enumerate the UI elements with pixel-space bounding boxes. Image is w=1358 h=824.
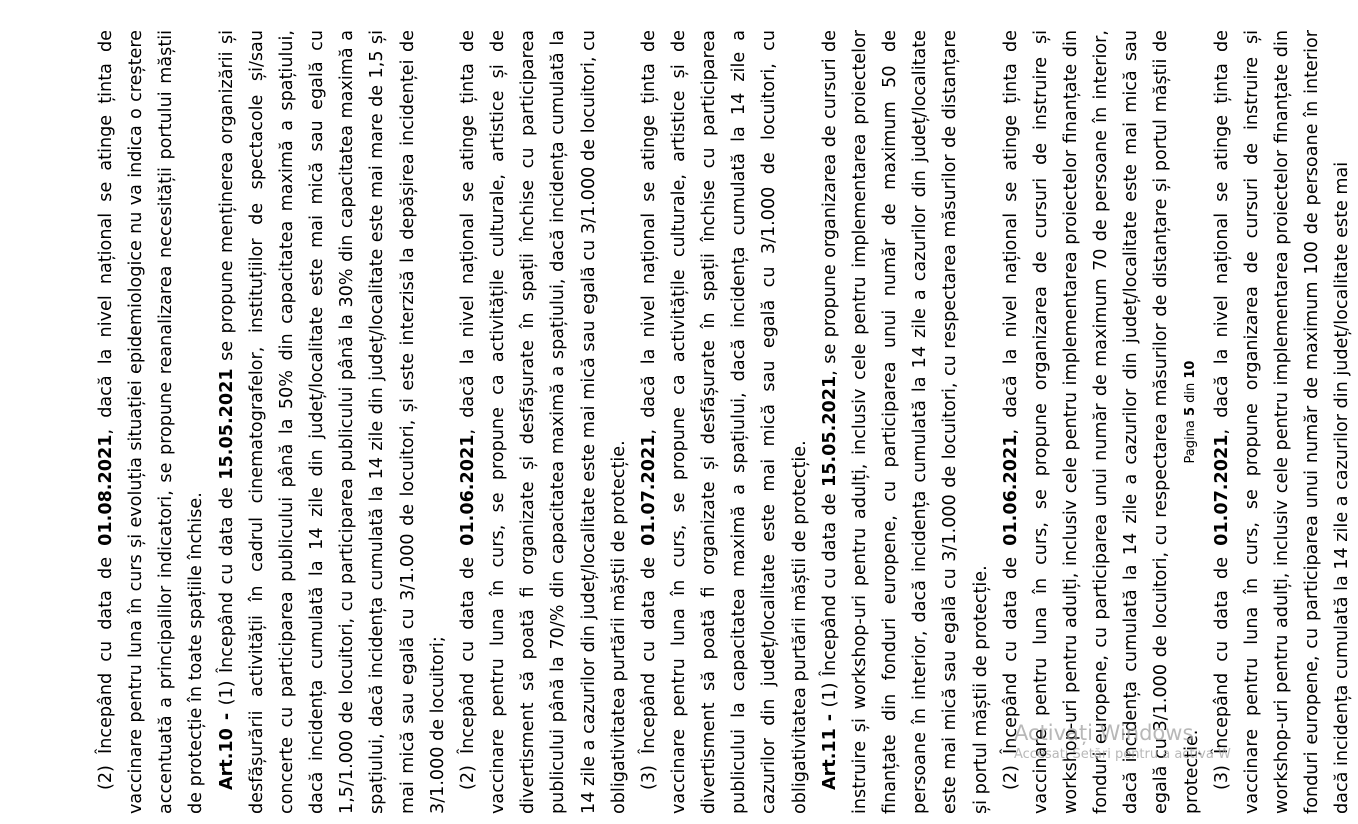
page-number-footer (1182, 0, 1200, 824)
paragraph-text: (3) Începând cu data de (638, 545, 659, 790)
date-highlight: 15.05.2021 (216, 368, 237, 480)
article-heading: Art.11 - (819, 713, 840, 790)
paragraph-text: (2) Începând cu data de (96, 545, 116, 790)
current-page-number: 5 (1183, 407, 1198, 417)
paragraph-text: (1) Începând cu data de (819, 487, 840, 714)
date-highlight: 01.06.2021 (1000, 434, 1021, 546)
of-word: din (1183, 382, 1198, 403)
document-body (91, 30, 1358, 814)
watermark-title: Activați Windows (1014, 721, 1194, 745)
watermark-subtitle: Accesați Setări pentru a activa W (1014, 747, 1231, 762)
total-pages-number: 10 (1183, 360, 1198, 379)
article-heading: Art.10 - (216, 712, 237, 790)
date-highlight: 01.08.2021 (96, 434, 116, 546)
page-word: Pagina (1183, 420, 1198, 464)
paragraph-text: , dacă la nivel național se atinge ținta de vaccinare pentru luna în curs, se propune ca activitățile culturale, artistice și de divertisment să poată fi organizate și desfășurate în spații închise cu participarea publicului până la 70/% din capacitatea maximă a spațiului, dacă incidența cumulată la 14 zile a cazurilor din județ/localitate este mai mică sau egală cu 3/1.000 de locuitori, cu obligativitatea purtării măștii de protecție. (457, 30, 629, 814)
paragraph-art11-3 (1207, 30, 1358, 814)
paragraph-text: (2) Începând cu data de (457, 545, 478, 790)
paragraph-art9-2 (91, 30, 212, 814)
paragraph-text: , se propune organizarea de cursuri de instruire și workshop-uri pentru adulți, inclusiv cele pentru implementarea proiectelor finanțate din fonduri europene, cu participarea unui număr de maximum 50 de persoane în interior, dacă incidența cumulată la 14 zile a cazurilor din județ/localitate este mai mică sau egală cu 3/1.000 de locuitori, cu respectarea măsurilor de distanțare și portul măștii de protecție. (819, 30, 991, 814)
paragraph-text: se propune menținerea organizării și desfășurării activității în cadrul cinematografelor, instituțiilor de spectacole și/sau concerte cu participarea publicului până la 50% din capacitatea maximă a spațiului, dacă incidența cumulată la 14 zile din județ/localitate este mai mică sau egală cu 1,5/1.000 de locuitori, cu participarea publicului până la 30% din capacitatea maximă a spațiului, dacă incidența cumulată la 14 zile din județ/localitate este mai mare de 1,5 și mai mică sau egală cu 3/1.000 de locuitori, și este interzisă la depășirea incidenței de 3/1.000 de locuitori; (216, 30, 448, 814)
paragraph-art11-1 (815, 30, 996, 814)
paragraph-art11-2 (996, 30, 1207, 814)
paragraph-text: , dacă la nivel național se atinge ținta de vaccinare pentru luna în curs, se propune organizarea de cursuri de instruire și workshop-uri pentru adulți, inclusiv cele pentru implementarea proiectelor finanțate din fonduri europene, cu participarea unui număr de maximum 70 de persoane în interior, dacă incidența cumulată la 14 zile a cazurilor din județ/localitate este mai mică sau egală cu 3/1.000 de locuitori, cu respectarea măsurilor de distanțare și portul măștii de protecție. (1000, 30, 1202, 814)
paragraph-text: , dacă la nivel național se atinge ținta de vaccinare pentru luna în curs și evoluția situației epidemiologice nu va indica o creștere accentuată a principalilor indicatori, se propune reanalizarea necesității portului măștii de protecție în toate spațiile închise. (96, 30, 207, 814)
date-highlight: 15.05.2021 (819, 375, 840, 488)
paragraph-text: , dacă la nivel național se atinge ținta de vaccinare pentru luna în curs, se propune ca activitățile culturale, artistice și de divertisment să poată fi organizate și desfășurate în spații închise cu participarea publicului la capacitatea maximă a spațiului, dacă incidența cumulată la 14 zile a cazurilor din județ/localitate este mai mică sau egală cu 3/1.000 de locuitori, cu obligativitatea purtării măștii de protecție. (638, 30, 810, 814)
date-highlight: 01.06.2021 (457, 434, 478, 546)
paragraph-art10-1 (212, 30, 453, 814)
date-highlight: 01.07.2021 (638, 434, 659, 546)
date-highlight: 01.07.2021 (1211, 434, 1232, 546)
paragraph-art10-2 (453, 30, 634, 814)
paragraph-text: (1) Începând cu data de (216, 479, 237, 713)
paragraph-text: (3) Începând cu data de (1211, 545, 1232, 790)
paragraph-art10-3 (634, 30, 815, 814)
paragraph-text: , dacă la nivel național se atinge ținta de vaccinare pentru luna în curs, se propune organizarea de cursuri de instruire și workshop-uri pentru adulți, inclusiv cele pentru implementarea proiectelor finanțate din fonduri europene, cu participarea unui număr de maximum 100 de persoane în interior dacă incidența cumulată la 14 zile a cazurilor din județ/localitate este mai (1211, 30, 1353, 814)
paragraph-text: (2) Începând cu data de (1000, 545, 1021, 790)
